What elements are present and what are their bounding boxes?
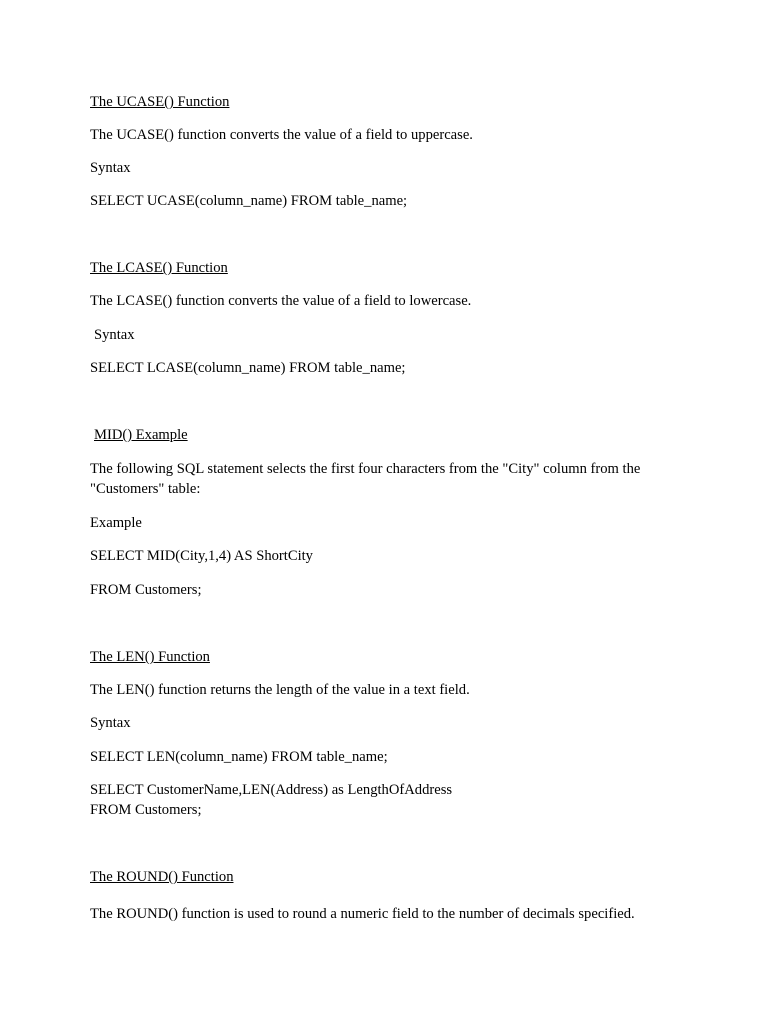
code-line-len-3: FROM Customers; — [90, 802, 202, 818]
section-description-mid: The following SQL statement selects the first four characters from the "City" column from the "Customers" table: — [90, 461, 641, 497]
section-heading-ucase: The UCASE() Function — [90, 94, 230, 110]
code-line-len-2: SELECT CustomerName,LEN(Address) as LengthOfAddress — [90, 782, 453, 798]
section-description-ucase: The UCASE() function converts the value of a field to uppercase. — [90, 127, 473, 143]
section-heading-len: The LEN() Function — [90, 649, 210, 665]
syntax-label-len: Syntax — [90, 715, 131, 731]
section-heading-lcase: The LCASE() Function — [90, 260, 228, 276]
code-line-ucase: SELECT UCASE(column_name) FROM table_name; — [90, 193, 408, 209]
section-description-lcase: The LCASE() function converts the value of a field to lowercase. — [90, 293, 472, 309]
code-line-mid-2: FROM Customers; — [90, 582, 202, 598]
syntax-label-ucase: Syntax — [90, 160, 131, 176]
code-line-lcase: SELECT LCASE(column_name) FROM table_name; — [90, 360, 406, 376]
code-line-len-1: SELECT LEN(column_name) FROM table_name; — [90, 749, 388, 765]
section-description-len: The LEN() function returns the length of the value in a text field. — [90, 682, 470, 698]
document-page — [90, 0, 680, 1024]
section-heading-mid: MID() Example — [94, 427, 188, 443]
section-heading-round: The ROUND() Function — [90, 869, 234, 885]
code-line-mid-1: SELECT MID(City,1,4) AS ShortCity — [90, 548, 313, 564]
example-label-mid: Example — [90, 515, 142, 531]
syntax-label-lcase: Syntax — [94, 327, 135, 343]
section-description-round: The ROUND() function is used to round a numeric field to the number of decimals specified. — [90, 906, 635, 922]
